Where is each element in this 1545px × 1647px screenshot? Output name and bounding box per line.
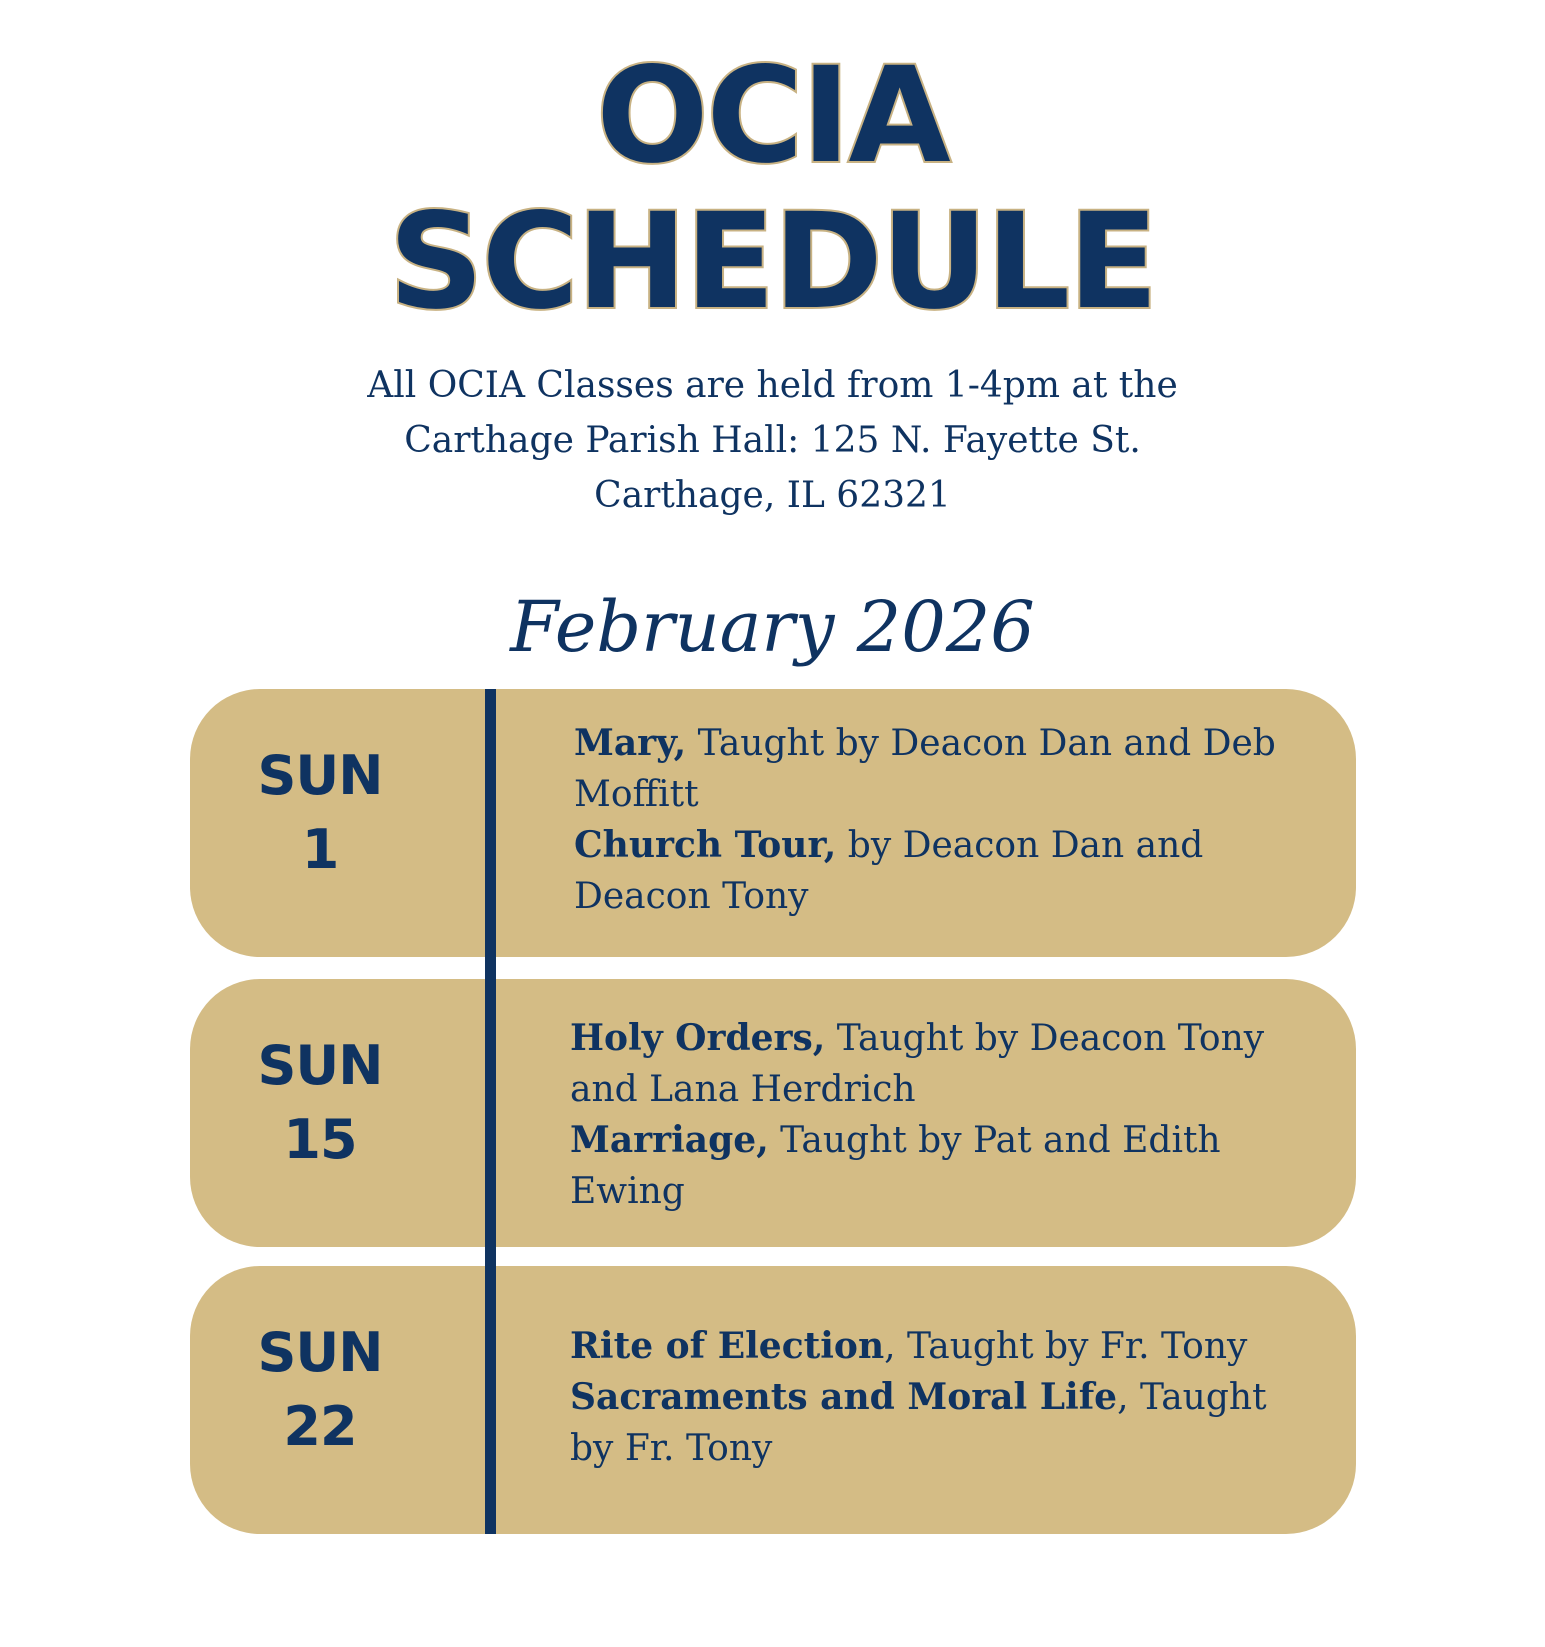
- event-detail: , Taught by Fr. Tony: [570, 1377, 1267, 1469]
- day-number: 15: [283, 1108, 357, 1171]
- event-topic: Church Tour,: [574, 824, 837, 866]
- event-detail: , Taught by Fr. Tony: [884, 1326, 1248, 1367]
- session-events: [574, 718, 1296, 922]
- weekday: SUN: [257, 1034, 383, 1097]
- info-line-2: Carthage Parish Hall: 125 N. Fayette St.: [404, 420, 1141, 461]
- session-events: [570, 1321, 1296, 1474]
- event-detail: by Deacon Dan and Deacon Tony: [574, 825, 1204, 917]
- event-item: [570, 1115, 1296, 1217]
- day-number: 1: [301, 818, 339, 881]
- month-heading: February 2026: [510, 586, 1035, 668]
- session-date: [210, 1316, 430, 1464]
- session-card: [190, 689, 1356, 957]
- event-item: [574, 718, 1296, 820]
- event-topic: Marriage,: [570, 1119, 769, 1161]
- event-topic: Rite of Election: [570, 1325, 885, 1367]
- weekday: SUN: [257, 744, 383, 807]
- session-date: [210, 1029, 430, 1177]
- event-topic: Mary,: [574, 722, 687, 764]
- event-topic: Holy Orders,: [570, 1017, 826, 1059]
- event-detail: Taught by Deacon Dan and Deb Moffitt: [574, 723, 1276, 815]
- event-item: [570, 1321, 1296, 1372]
- day-number: 22: [283, 1395, 357, 1458]
- title-ocia: OCIA: [596, 39, 949, 193]
- session-events: [570, 1013, 1296, 1217]
- session-date: [210, 739, 430, 887]
- event-item: [574, 820, 1296, 922]
- weekday: SUN: [257, 1321, 383, 1384]
- timeline-divider: [485, 689, 496, 1534]
- title-schedule: SCHEDULE: [388, 185, 1157, 339]
- event-topic: Sacraments and Moral Life: [570, 1376, 1118, 1418]
- info-line-1: All OCIA Classes are held from 1-4pm at the: [367, 365, 1178, 406]
- session-card: [190, 979, 1356, 1247]
- event-detail: Taught by Deacon Tony and Lana Herdrich: [570, 1018, 1265, 1110]
- event-detail: Taught by Pat and Edith Ewing: [570, 1120, 1221, 1212]
- info-line-3: Carthage, IL 62321: [594, 475, 951, 516]
- event-item: [570, 1372, 1296, 1474]
- event-item: [570, 1013, 1296, 1115]
- session-card: [190, 1266, 1356, 1534]
